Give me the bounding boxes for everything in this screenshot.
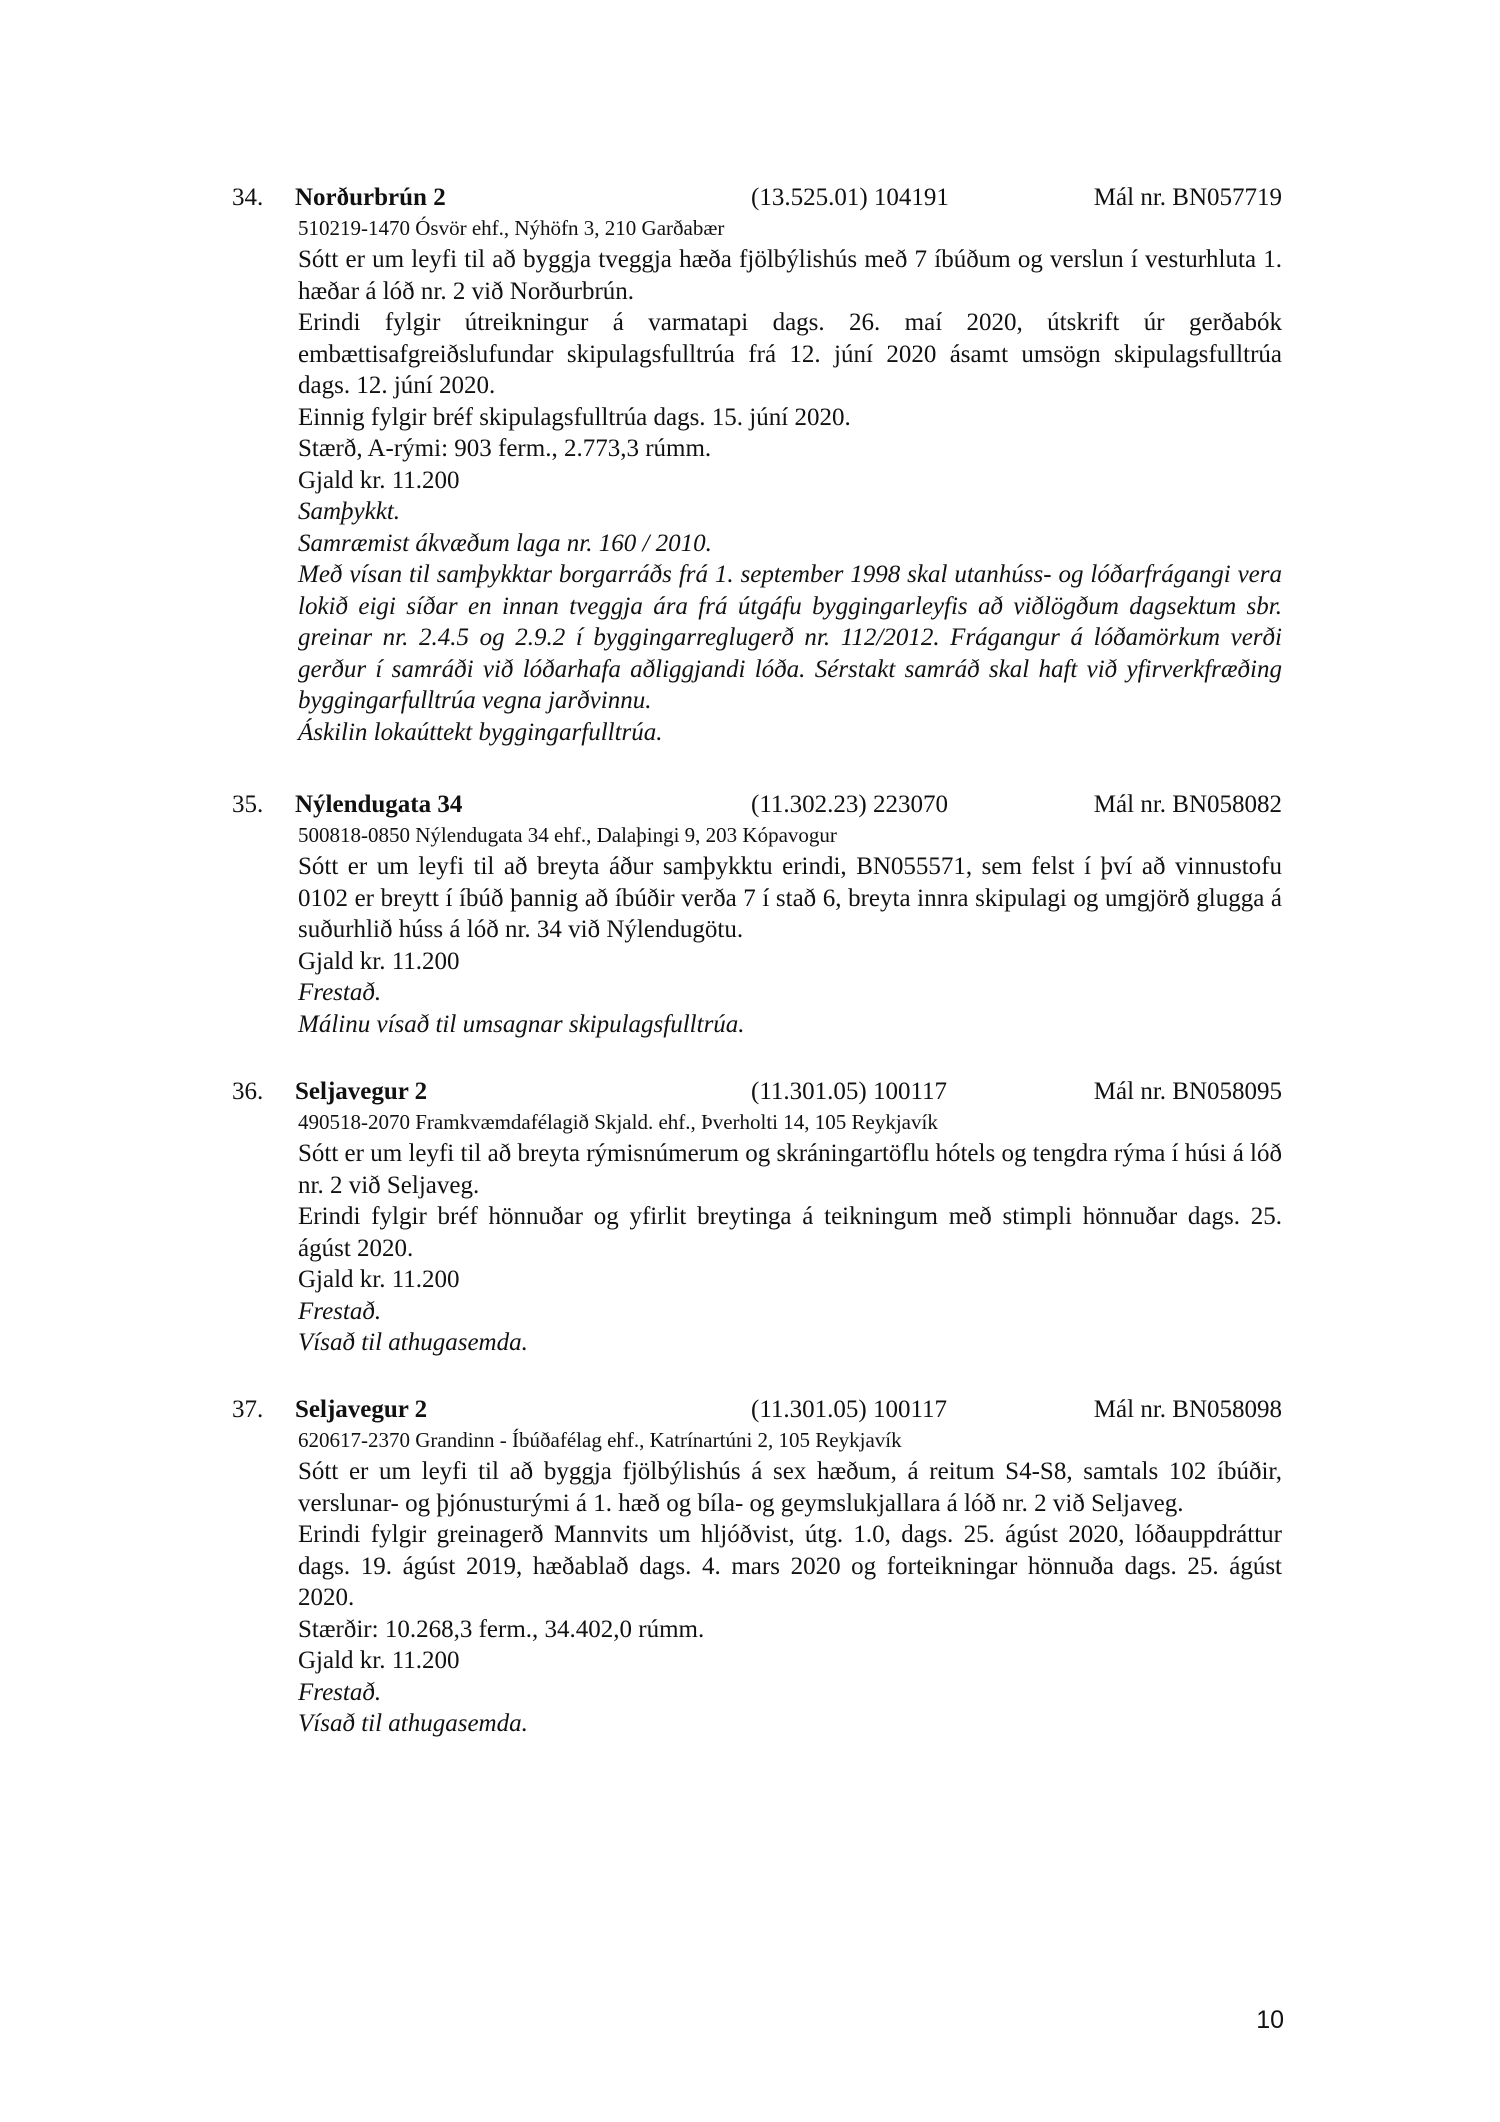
entry-paragraph: Sótt er um leyfi til að byggja fjölbýlishús á sex hæðum, á reitum S4-S8, samtals 102 íbúðir, verslunar- og þjónusturými á 1. hæð og bíla- og geymslukjallara á lóð nr. 2 við Seljaveg.: [298, 1458, 1282, 1517]
entry-address: Seljavegur 2: [295, 1396, 428, 1423]
page-number: 10: [1256, 2006, 1284, 2034]
decision-status: Frestað.: [298, 1297, 382, 1325]
decision-status: Samþykkt.: [298, 498, 401, 525]
entry-number: 35.: [232, 791, 264, 818]
case-number: Mál nr. BN057719: [1093, 184, 1282, 211]
entry-paragraph: Erindi fylgir bréf hönnuðar og yfirlit breytinga á teikningum með stimpli hönnuðar dags. 25. ágúst 2020.: [298, 1203, 1282, 1262]
entry-body: [298, 1109, 1282, 1359]
entry-paragraph: Sótt er um leyfi til að breyta rýmisnúmerum og skráningartöflu hótels og tengdra rýma í húsi á lóð nr. 2 við Seljaveg.: [298, 1140, 1282, 1199]
decision-note: Málinu vísað til umsagnar skipulagsfulltrúa.: [298, 1010, 745, 1038]
land-reference: (11.301.05) 100117: [751, 1078, 948, 1105]
entry-header: [232, 1393, 1282, 1427]
decision-note: Samræmist ákvæðum laga nr. 160 / 2010.: [298, 529, 712, 557]
entry-paragraph: Erindi fylgir útreikningur á varmatapi dags. 26. maí 2020, útskrift úr gerðabók embættisafgreiðslufundar skipulagsfulltrúa frá 12. júní 2020 ásamt umsögn skipulagsfulltrúa dags. 12. júní 2020.: [298, 309, 1282, 399]
land-reference: (11.302.23) 223070: [751, 791, 948, 818]
entry-number: 34.: [232, 184, 264, 211]
applicant-line: 500818-0850 Nýlendugata 34 ehf., Dalaþingi 9, 203 Kópavogur: [298, 823, 837, 847]
entry-paragraph: Sótt er um leyfi til að byggja tveggja hæða fjölbýlishús með 7 íbúðum og verslun í vesturhluta 1. hæðar á lóð nr. 2 við Norðurbrún.: [298, 246, 1282, 305]
land-reference: (13.525.01) 104191: [751, 184, 949, 211]
case-number: Mál nr. BN058098: [1093, 1396, 1282, 1423]
entry-address: Norðurbrún 2: [295, 184, 446, 211]
entry-paragraph: Stærðir: 10.268,3 ferm., 34.402,0 rúmm.: [298, 1615, 705, 1643]
decision-note: Vísað til athugasemda.: [298, 1329, 528, 1356]
decision-status: Frestað.: [298, 979, 382, 1006]
fee-line: Gjald kr. 11.200: [298, 466, 460, 494]
entry-paragraph: Stærð, A-rými: 903 ferm., 2.773,3 rúmm.: [298, 435, 712, 462]
case-entry: [232, 1075, 1282, 1359]
decision-status: Frestað.: [298, 1678, 382, 1706]
fee-line: Gjald kr. 11.200: [298, 1266, 460, 1293]
entry-header: [232, 788, 1282, 822]
entry-number: 37.: [232, 1396, 264, 1423]
fee-line: Gjald kr. 11.200: [298, 947, 460, 975]
case-entry: [232, 788, 1282, 1040]
decision-note: Með vísan til samþykktar borgarráðs frá 1. september 1998 skal utanhúss- og lóðarfrágangi vera lokið eigi síðar en innan tveggja ára frá útgáfu byggingarleyfis að viðlögðum dagsektum sbr. greinar nr. 2.4.5 og 2.9.2 í byggingarreglugerð nr. 112/2012. Frágangur á lóðamörkum verði gerður í samráði við lóðarhafa aðliggjandi lóða. Sérstakt samráð skal haft við yfirverkfræðing byggingarfulltrúa vegna jarðvinnu.: [298, 561, 1282, 714]
case-entry: [232, 181, 1282, 748]
entry-number: 36.: [232, 1078, 264, 1105]
entry-body: [298, 215, 1282, 748]
applicant-line: 620617-2370 Grandinn - Íbúðafélag ehf., Katrínartúni 2, 105 Reykjavík: [298, 1428, 902, 1452]
entry-paragraph: Sótt er um leyfi til að breyta áður samþykktu erindi, BN055571, sem felst í því að vinnustofu 0102 er breytt í íbúð þannig að íbúðir verða 7 í stað 6, breyta innra skipulagi og umgjörð glugga á suðurhlið húss á lóð nr. 34 við Nýlendugötu.: [298, 853, 1282, 943]
case-number: Mál nr. BN058082: [1093, 791, 1282, 818]
entry-header: [232, 181, 1282, 215]
entry-address: Nýlendugata 34: [295, 791, 463, 818]
entry-paragraph: Einnig fylgir bréf skipulagsfulltrúa dags. 15. júní 2020.: [298, 403, 851, 431]
applicant-line: 490518-2070 Framkvæmdafélagið Skjald. ehf., Þverholti 14, 105 Reykjavík: [298, 1110, 938, 1134]
applicant-line: 510219-1470 Ósvör ehf., Nýhöfn 3, 210 Garðabær: [298, 216, 725, 240]
fee-line: Gjald kr. 11.200: [298, 1647, 460, 1674]
decision-note: Áskilin lokaúttekt byggingarfulltrúa.: [298, 718, 663, 746]
case-entry: [232, 1393, 1282, 1740]
entry-paragraph: Erindi fylgir greinagerð Mannvits um hljóðvist, útg. 1.0, dags. 25. ágúst 2020, lóðauppdráttur dags. 19. ágúst 2019, hæðablað dags. 4. mars 2020 og forteikningar hönnuða dags. 25. ágúst 2020.: [298, 1521, 1282, 1611]
entry-body: [298, 1427, 1282, 1740]
entry-header: [232, 1075, 1282, 1109]
land-reference: (11.301.05) 100117: [751, 1396, 948, 1423]
case-number: Mál nr. BN058095: [1093, 1078, 1282, 1105]
decision-note: Vísað til athugasemda.: [298, 1710, 528, 1737]
entry-address: Seljavegur 2: [295, 1078, 428, 1105]
entry-body: [298, 822, 1282, 1040]
